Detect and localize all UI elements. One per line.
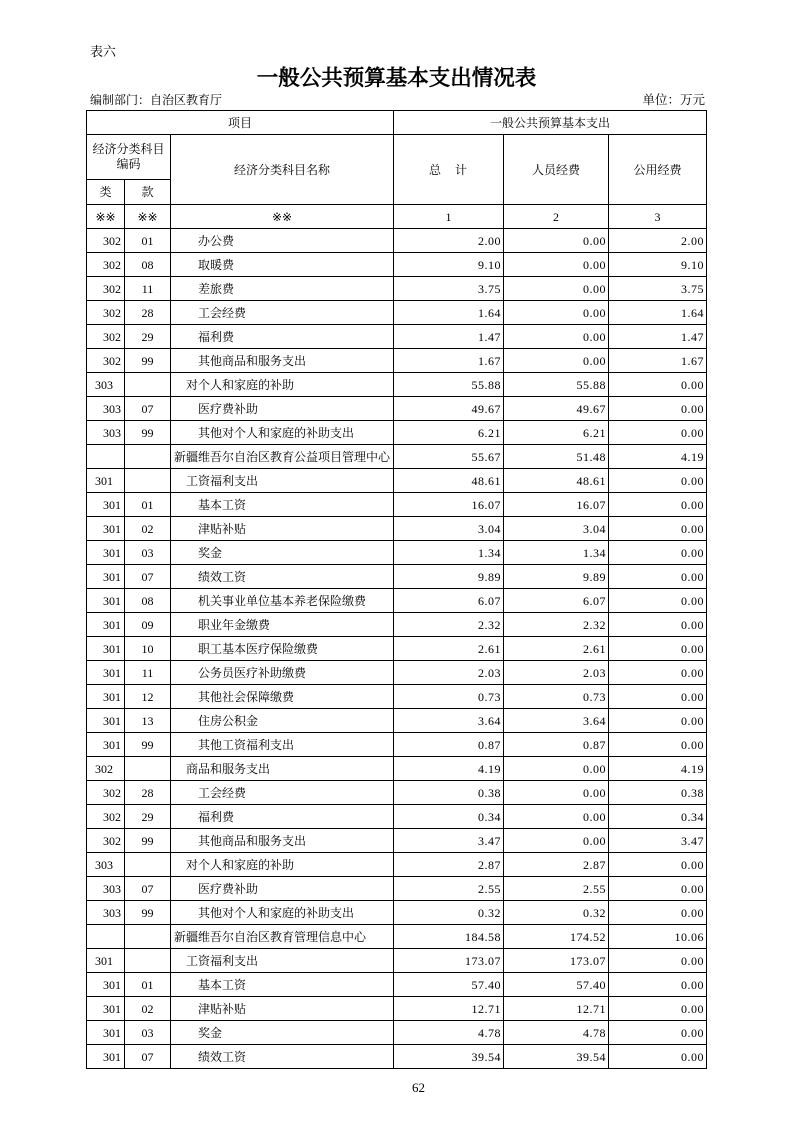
row-lei: 301 xyxy=(87,685,125,709)
row-lei: 302 xyxy=(87,229,125,253)
row-name: 商品和服务支出 xyxy=(171,757,394,781)
row-lei: 302 xyxy=(87,757,125,781)
row-lei: 302 xyxy=(87,325,125,349)
row-lei: 303 xyxy=(87,901,125,925)
row-personnel: 6.07 xyxy=(504,589,609,613)
row-total: 0.32 xyxy=(394,901,504,925)
row-name: 工会经费 xyxy=(171,301,394,325)
row-name: 公务员医疗补助缴费 xyxy=(171,661,394,685)
mark-personnel: 2 xyxy=(504,205,609,229)
row-kuan xyxy=(125,925,171,949)
row-total: 55.67 xyxy=(394,445,504,469)
row-name: 职工基本医疗保险缴费 xyxy=(171,637,394,661)
row-kuan xyxy=(125,469,171,493)
row-kuan: 07 xyxy=(125,877,171,901)
row-public: 0.00 xyxy=(609,541,707,565)
row-public: 0.00 xyxy=(609,493,707,517)
header-code: 经济分类科目编码 xyxy=(87,135,171,180)
row-public: 0.00 xyxy=(609,373,707,397)
row-lei: 301 xyxy=(87,493,125,517)
row-kuan: 29 xyxy=(125,325,171,349)
row-public: 0.00 xyxy=(609,973,707,997)
row-personnel: 0.00 xyxy=(504,301,609,325)
row-kuan: 09 xyxy=(125,613,171,637)
row-name: 基本工资 xyxy=(171,493,394,517)
header-budget: 一般公共预算基本支出 xyxy=(394,111,707,135)
header-kuan: 款 xyxy=(125,180,171,205)
row-total: 4.78 xyxy=(394,1021,504,1045)
row-public: 3.75 xyxy=(609,277,707,301)
row-lei: 303 xyxy=(87,373,125,397)
row-lei: 301 xyxy=(87,637,125,661)
row-name: 办公费 xyxy=(171,229,394,253)
compiling-department: 编制部门：自治区教育厅 xyxy=(90,93,223,107)
row-kuan: 08 xyxy=(125,589,171,613)
row-personnel: 0.00 xyxy=(504,253,609,277)
row-total: 4.19 xyxy=(394,757,504,781)
row-personnel: 55.88 xyxy=(504,373,609,397)
row-kuan: 01 xyxy=(125,493,171,517)
row-name: 新疆维吾尔自治区教育管理信息中心 xyxy=(171,925,394,949)
header-personnel: 人员经费 xyxy=(504,135,609,205)
row-total: 6.21 xyxy=(394,421,504,445)
row-kuan: 11 xyxy=(125,277,171,301)
row-personnel: 2.55 xyxy=(504,877,609,901)
row-lei: 301 xyxy=(87,709,125,733)
row-total: 16.07 xyxy=(394,493,504,517)
row-public: 0.00 xyxy=(609,1021,707,1045)
row-personnel: 57.40 xyxy=(504,973,609,997)
row-name: 其他对个人和家庭的补助支出 xyxy=(171,901,394,925)
row-name: 住房公积金 xyxy=(171,709,394,733)
row-public: 2.00 xyxy=(609,229,707,253)
row-name: 奖金 xyxy=(171,1021,394,1045)
row-public: 4.19 xyxy=(609,445,707,469)
row-public: 0.00 xyxy=(609,421,707,445)
page-number: 62 xyxy=(412,1080,425,1095)
row-name: 工资福利支出 xyxy=(171,949,394,973)
row-personnel: 9.89 xyxy=(504,565,609,589)
row-public: 0.00 xyxy=(609,733,707,757)
header-lei: 类 xyxy=(87,180,125,205)
row-total: 9.10 xyxy=(394,253,504,277)
row-public: 1.67 xyxy=(609,349,707,373)
row-name: 工资福利支出 xyxy=(171,469,394,493)
row-public: 3.47 xyxy=(609,829,707,853)
row-personnel: 2.32 xyxy=(504,613,609,637)
mark-public: 3 xyxy=(609,205,707,229)
row-personnel: 0.00 xyxy=(504,277,609,301)
mark-lei: ※※ xyxy=(87,205,125,229)
page-title: 一般公共预算基本支出情况表 xyxy=(256,66,537,90)
row-total: 1.64 xyxy=(394,301,504,325)
row-name: 工会经费 xyxy=(171,781,394,805)
row-lei: 301 xyxy=(87,661,125,685)
row-lei: 301 xyxy=(87,973,125,997)
row-public: 10.06 xyxy=(609,925,707,949)
row-kuan: 99 xyxy=(125,733,171,757)
row-name: 对个人和家庭的补助 xyxy=(171,373,394,397)
row-name: 其他对个人和家庭的补助支出 xyxy=(171,421,394,445)
unit-label: 单位：万元 xyxy=(642,93,705,107)
row-name: 取暖费 xyxy=(171,253,394,277)
row-total: 3.47 xyxy=(394,829,504,853)
row-lei: 301 xyxy=(87,565,125,589)
row-lei: 301 xyxy=(87,517,125,541)
row-lei: 303 xyxy=(87,853,125,877)
row-personnel: 0.00 xyxy=(504,229,609,253)
row-personnel: 174.52 xyxy=(504,925,609,949)
header-public: 公用经费 xyxy=(609,135,707,205)
row-lei: 301 xyxy=(87,541,125,565)
row-kuan xyxy=(125,853,171,877)
row-kuan: 10 xyxy=(125,637,171,661)
row-name: 绩效工资 xyxy=(171,565,394,589)
row-total: 1.47 xyxy=(394,325,504,349)
table-number: 表六 xyxy=(90,44,117,59)
row-public: 0.00 xyxy=(609,565,707,589)
row-personnel: 0.00 xyxy=(504,757,609,781)
row-public: 0.00 xyxy=(609,517,707,541)
row-kuan: 07 xyxy=(125,1045,171,1069)
row-kuan: 28 xyxy=(125,781,171,805)
row-total: 0.38 xyxy=(394,781,504,805)
row-name: 职业年金缴费 xyxy=(171,613,394,637)
row-total: 2.61 xyxy=(394,637,504,661)
row-personnel: 2.61 xyxy=(504,637,609,661)
mark-name: ※※ xyxy=(171,205,394,229)
row-kuan: 12 xyxy=(125,685,171,709)
row-public: 0.00 xyxy=(609,469,707,493)
row-name: 差旅费 xyxy=(171,277,394,301)
row-total: 1.67 xyxy=(394,349,504,373)
row-kuan: 08 xyxy=(125,253,171,277)
row-kuan xyxy=(125,445,171,469)
row-name: 其他社会保障缴费 xyxy=(171,685,394,709)
row-personnel: 3.64 xyxy=(504,709,609,733)
row-name: 医疗费补助 xyxy=(171,397,394,421)
row-personnel: 16.07 xyxy=(504,493,609,517)
row-lei xyxy=(87,925,125,949)
row-total: 9.89 xyxy=(394,565,504,589)
row-public: 9.10 xyxy=(609,253,707,277)
row-public: 0.00 xyxy=(609,853,707,877)
row-total: 0.73 xyxy=(394,685,504,709)
row-name: 绩效工资 xyxy=(171,1045,394,1069)
row-lei: 303 xyxy=(87,397,125,421)
row-total: 0.87 xyxy=(394,733,504,757)
row-kuan: 99 xyxy=(125,901,171,925)
row-public: 0.00 xyxy=(609,901,707,925)
row-public: 0.00 xyxy=(609,685,707,709)
row-total: 39.54 xyxy=(394,1045,504,1069)
row-personnel: 51.48 xyxy=(504,445,609,469)
row-total: 3.75 xyxy=(394,277,504,301)
row-total: 2.03 xyxy=(394,661,504,685)
mark-total: 1 xyxy=(394,205,504,229)
row-lei: 301 xyxy=(87,1045,125,1069)
row-public: 0.00 xyxy=(609,589,707,613)
row-public: 0.00 xyxy=(609,613,707,637)
row-lei: 302 xyxy=(87,805,125,829)
row-lei: 301 xyxy=(87,997,125,1021)
row-total: 0.34 xyxy=(394,805,504,829)
row-public: 0.38 xyxy=(609,781,707,805)
row-kuan: 01 xyxy=(125,973,171,997)
row-personnel: 0.00 xyxy=(504,829,609,853)
row-kuan: 03 xyxy=(125,541,171,565)
row-total: 2.55 xyxy=(394,877,504,901)
row-public: 0.00 xyxy=(609,397,707,421)
row-personnel: 1.34 xyxy=(504,541,609,565)
row-lei: 301 xyxy=(87,589,125,613)
row-total: 2.00 xyxy=(394,229,504,253)
row-total: 173.07 xyxy=(394,949,504,973)
row-lei: 303 xyxy=(87,421,125,445)
row-public: 0.00 xyxy=(609,949,707,973)
row-name: 津贴补贴 xyxy=(171,517,394,541)
header-name: 经济分类科目名称 xyxy=(171,135,394,205)
row-total: 12.71 xyxy=(394,997,504,1021)
row-total: 3.04 xyxy=(394,517,504,541)
row-kuan: 07 xyxy=(125,565,171,589)
row-lei: 302 xyxy=(87,301,125,325)
row-personnel: 12.71 xyxy=(504,997,609,1021)
row-name: 机关事业单位基本养老保险缴费 xyxy=(171,589,394,613)
row-kuan: 99 xyxy=(125,349,171,373)
row-total: 2.87 xyxy=(394,853,504,877)
row-lei: 301 xyxy=(87,613,125,637)
row-kuan: 99 xyxy=(125,421,171,445)
row-personnel: 0.00 xyxy=(504,325,609,349)
row-name: 福利费 xyxy=(171,805,394,829)
row-name: 奖金 xyxy=(171,541,394,565)
row-personnel: 4.78 xyxy=(504,1021,609,1045)
mark-kuan: ※※ xyxy=(125,205,171,229)
row-name: 基本工资 xyxy=(171,973,394,997)
row-lei xyxy=(87,445,125,469)
row-personnel: 0.00 xyxy=(504,781,609,805)
row-lei: 302 xyxy=(87,781,125,805)
row-name: 其他工资福利支出 xyxy=(171,733,394,757)
row-lei: 302 xyxy=(87,277,125,301)
row-name: 其他商品和服务支出 xyxy=(171,829,394,853)
row-kuan: 29 xyxy=(125,805,171,829)
row-public: 0.00 xyxy=(609,1045,707,1069)
row-kuan: 99 xyxy=(125,829,171,853)
row-kuan: 02 xyxy=(125,517,171,541)
row-lei: 303 xyxy=(87,877,125,901)
row-public: 0.00 xyxy=(609,661,707,685)
row-public: 0.00 xyxy=(609,997,707,1021)
row-personnel: 39.54 xyxy=(504,1045,609,1069)
budget-table xyxy=(86,110,707,1069)
row-total: 2.32 xyxy=(394,613,504,637)
row-name: 新疆维吾尔自治区教育公益项目管理中心 xyxy=(171,445,394,469)
row-lei: 301 xyxy=(87,469,125,493)
row-total: 55.88 xyxy=(394,373,504,397)
row-public: 0.00 xyxy=(609,637,707,661)
row-kuan: 28 xyxy=(125,301,171,325)
row-name: 福利费 xyxy=(171,325,394,349)
row-total: 3.64 xyxy=(394,709,504,733)
row-kuan xyxy=(125,757,171,781)
row-public: 4.19 xyxy=(609,757,707,781)
row-personnel: 173.07 xyxy=(504,949,609,973)
row-name: 对个人和家庭的补助 xyxy=(171,853,394,877)
row-personnel: 48.61 xyxy=(504,469,609,493)
row-public: 0.34 xyxy=(609,805,707,829)
row-kuan: 11 xyxy=(125,661,171,685)
row-total: 1.34 xyxy=(394,541,504,565)
row-public: 0.00 xyxy=(609,709,707,733)
row-name: 其他商品和服务支出 xyxy=(171,349,394,373)
row-public: 0.00 xyxy=(609,877,707,901)
row-total: 57.40 xyxy=(394,973,504,997)
row-lei: 301 xyxy=(87,1021,125,1045)
row-lei: 302 xyxy=(87,253,125,277)
row-total: 49.67 xyxy=(394,397,504,421)
row-lei: 301 xyxy=(87,733,125,757)
row-kuan: 03 xyxy=(125,1021,171,1045)
row-personnel: 0.00 xyxy=(504,349,609,373)
row-name: 医疗费补助 xyxy=(171,877,394,901)
row-total: 6.07 xyxy=(394,589,504,613)
row-public: 1.47 xyxy=(609,325,707,349)
row-kuan: 07 xyxy=(125,397,171,421)
row-total: 48.61 xyxy=(394,469,504,493)
row-personnel: 0.73 xyxy=(504,685,609,709)
row-personnel: 0.87 xyxy=(504,733,609,757)
row-personnel: 3.04 xyxy=(504,517,609,541)
header-project: 项目 xyxy=(87,111,394,135)
row-personnel: 0.32 xyxy=(504,901,609,925)
row-total: 184.58 xyxy=(394,925,504,949)
row-personnel: 49.67 xyxy=(504,397,609,421)
row-name: 津贴补贴 xyxy=(171,997,394,1021)
row-kuan: 01 xyxy=(125,229,171,253)
row-public: 1.64 xyxy=(609,301,707,325)
header-total: 总 计 xyxy=(394,135,504,205)
row-lei: 302 xyxy=(87,349,125,373)
row-kuan xyxy=(125,949,171,973)
row-personnel: 6.21 xyxy=(504,421,609,445)
row-personnel: 2.87 xyxy=(504,853,609,877)
row-personnel: 0.00 xyxy=(504,805,609,829)
row-kuan: 13 xyxy=(125,709,171,733)
row-personnel: 2.03 xyxy=(504,661,609,685)
row-kuan xyxy=(125,373,171,397)
row-lei: 302 xyxy=(87,829,125,853)
row-lei: 301 xyxy=(87,949,125,973)
row-kuan: 02 xyxy=(125,997,171,1021)
